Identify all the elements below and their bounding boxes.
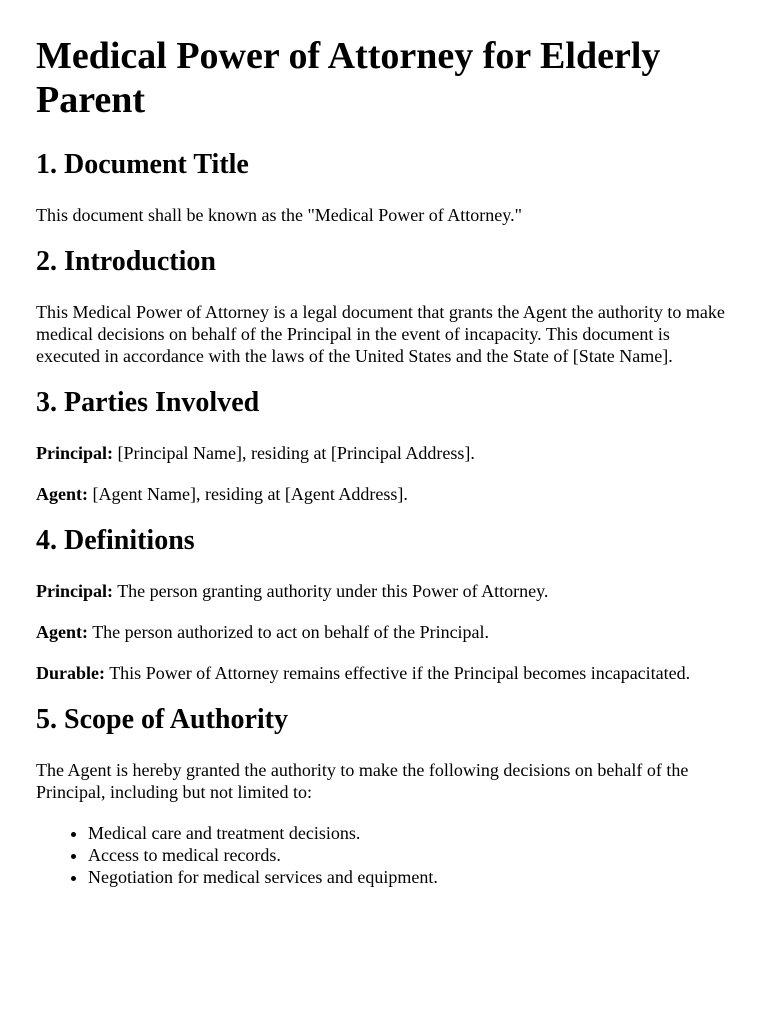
section-heading: 1. Document Title (36, 149, 249, 180)
definition-entry (36, 621, 734, 643)
section-scope-of-authority (36, 703, 734, 888)
list-item: • Negotiation for medical services and equipment. (88, 866, 734, 888)
list-item: • Access to medical records. (88, 844, 734, 866)
document-title: Medical Power of Attorney for Elderly Parent (36, 35, 661, 121)
party-entry (36, 442, 734, 464)
section-document-title (36, 148, 734, 226)
list-item: • Medical care and treatment decisions. (88, 822, 734, 844)
section-heading: 3. Parties Involved (36, 387, 260, 418)
section-parties-involved (36, 386, 734, 505)
section-paragraph: This document shall be known as the "Medical Power of Attorney." (36, 205, 522, 225)
section-definitions (36, 524, 734, 684)
section-paragraph: This Medical Power of Attorney is a legal document that grants the Agent the authority to make medical decisions on behalf of the Principal in the event of incapacity. This document is executed in accordance with the laws of the United States and the State of [State Name]. (36, 302, 725, 366)
definition-entry (36, 580, 734, 602)
section-paragraph: The Agent is hereby granted the authority to make the following decisions on behalf of the Principal, including but not limited to: (36, 760, 689, 802)
section-heading: 2. Introduction (36, 246, 216, 277)
definition-term: Principal: (36, 581, 113, 601)
definition-entry (36, 662, 734, 684)
section-introduction (36, 245, 734, 367)
party-term: Agent: (36, 484, 88, 504)
definition-text: The person authorized to act on behalf of the Principal. (92, 622, 490, 642)
party-entry (36, 483, 734, 505)
party-text: [Principal Name], residing at [Principal Address]. (117, 443, 475, 463)
section-heading: 4. Definitions (36, 525, 195, 556)
authority-list (36, 822, 734, 888)
party-text: [Agent Name], residing at [Agent Address]. (92, 484, 408, 504)
definition-text: This Power of Attorney remains effective if the Principal becomes incapacitated. (109, 663, 691, 683)
definition-term: Agent: (36, 622, 88, 642)
definition-text: The person granting authority under this Power of Attorney. (117, 581, 549, 601)
definition-term: Durable: (36, 663, 105, 683)
party-term: Principal: (36, 443, 113, 463)
section-heading: 5. Scope of Authority (36, 704, 288, 735)
